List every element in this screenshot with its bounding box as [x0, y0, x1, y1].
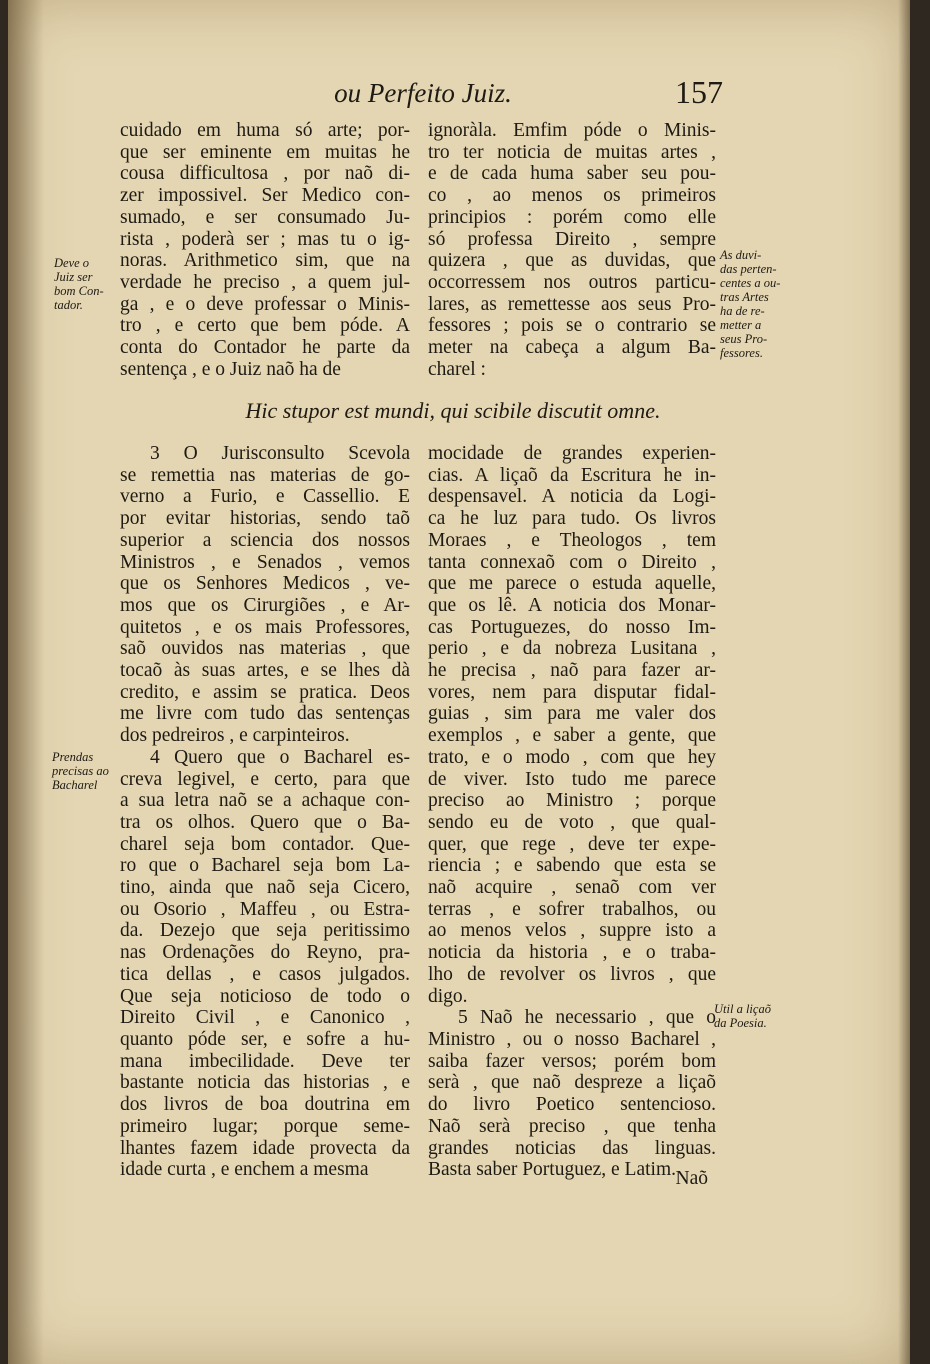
text-line: Ministro , ou o nosso Bacharel , — [428, 1028, 716, 1050]
text-line: lares, as remettesse aos seus Pro- — [428, 293, 716, 315]
text-line: Direito Civil , e Canonico , — [120, 1007, 410, 1029]
text-line: ignoràla. Emfim póde o Minis- — [428, 120, 716, 141]
text-line: preciso ao Ministro ; porque — [428, 790, 716, 812]
text-line: quizera , que as duvidas, que — [428, 250, 716, 272]
text-line: cas Portuguezes, do nosso Im- — [428, 616, 716, 638]
text-line: ga , e o deve professar o Minis- — [120, 293, 410, 315]
text-line: dos livros de boa doutrina em — [120, 1094, 410, 1116]
text-line: precisas ao — [52, 764, 109, 778]
text-line: 4 Quero que o Bacharel es- — [150, 746, 410, 768]
text-line: Juiz ser — [54, 270, 93, 284]
text-line: idade curta , e enchem a mesma — [120, 1159, 369, 1181]
text-line: exemplos , e saber a gente, que — [428, 725, 716, 747]
text-line: saiba fazer versos; porém bom — [428, 1050, 716, 1072]
text-line: he precisa , naõ para fazer ar- — [428, 660, 716, 682]
text-line: occorressem nos outros particu- — [428, 271, 716, 293]
text-line: meter na cabeça a algum Ba- — [428, 337, 716, 359]
text-line: naõ acquire , senaõ com ver — [428, 877, 716, 899]
text-line: das perten- — [720, 262, 777, 276]
text-line: fessores ; pois se o contrario se — [428, 315, 716, 337]
text-line: digo. — [428, 985, 468, 1007]
book-page — [8, 0, 910, 1364]
text-line: mos que os Cirurgiões , e Ar- — [120, 594, 410, 616]
text-line: As duvi- — [720, 248, 762, 262]
text-line: Bacharel — [52, 778, 98, 792]
text-line: mana imbecilidade. Deve ter — [120, 1050, 410, 1072]
page-number: 157 — [675, 74, 723, 110]
text-line: tocaõ às suas artes, e se lhes dà — [120, 660, 410, 682]
text-line: verdade he preciso , a quem jul- — [120, 271, 410, 293]
text-line: 3 O Jurisconsulto Scevola — [150, 443, 410, 464]
text-line: cias. A liçaõ da Escritura he in- — [428, 464, 716, 486]
text-line: cuidado em huma só arte; por- — [120, 120, 410, 141]
text-line: centes a ou- — [720, 276, 781, 290]
text-line: rista , poderà ser ; mas tu o ig- — [120, 228, 410, 250]
text-line: credito, e assim se pratica. Deos — [120, 681, 410, 703]
text-line: quitetos , e os mais Professores, — [120, 616, 410, 638]
text-line: tras Artes — [720, 290, 769, 304]
text-line: Naõ serà preciso , que tenha — [428, 1115, 716, 1137]
text-line: fessores. — [720, 346, 763, 360]
text-line: perio , e da nobreza Lusitana , — [428, 638, 716, 660]
page-gutter-shadow — [8, 0, 44, 1364]
text-line: Basta saber Portuguez, e Latim. — [428, 1159, 677, 1181]
text-line: do livro Poetico sentencioso. — [428, 1094, 716, 1116]
margin-note-as-duvidas — [720, 248, 782, 360]
text-line: noras. Arithmetico sim, que na — [120, 250, 410, 272]
text-line: Util a liçaõ — [714, 1002, 771, 1016]
text-column-top-right — [428, 120, 716, 380]
text-line: a sua letra naõ se a achaque con- — [120, 790, 410, 812]
text-line: tica dellas , e casos julgados. — [120, 963, 410, 985]
text-line: tino, ainda que naõ seja Cicero, — [120, 877, 410, 899]
text-line: creva legivel, e certo, para que — [120, 768, 410, 790]
text-line: Que seja noticioso de todo o — [120, 985, 410, 1007]
text-line: zer impossivel. Ser Medico con- — [120, 185, 410, 207]
text-line: sumado, e ser consumado Ju- — [120, 206, 410, 228]
text-line: por evitar historias, sendo taõ — [120, 508, 410, 530]
text-column-bottom-right — [428, 443, 716, 1181]
text-column-top-left — [120, 120, 410, 380]
text-line: bom Con- — [54, 284, 104, 298]
text-line: e de cada huma saber seu pou- — [428, 163, 716, 185]
text-line: Deve o — [54, 256, 90, 270]
text-line: que os Senhores Medicos , ve- — [120, 573, 410, 595]
text-line: charel : — [428, 358, 486, 380]
latin-verse: Hic stupor est mundi, qui scibile discutit omne. — [245, 398, 661, 423]
text-line: Prendas — [52, 750, 94, 764]
text-line: principios : porém como elle — [428, 206, 716, 228]
text-line: quer, que rege , deve ter expe- — [428, 833, 716, 855]
text-line: ha de re- — [720, 304, 765, 318]
catchword: Naõ — [675, 1168, 708, 1189]
text-line: lho de revolver os livros , que — [428, 963, 716, 985]
text-line: guias , sim para me valer dos — [428, 703, 716, 725]
text-line: tador. — [54, 298, 83, 312]
text-line: saõ ouvidos nas materias , que — [120, 638, 410, 660]
text-line: dos pedreiros , e carpinteiros. — [120, 725, 350, 747]
page-edge-shadow — [898, 0, 910, 1364]
text-line: da Poesia. — [714, 1016, 767, 1030]
text-line: bastante noticia das historias , e — [120, 1072, 410, 1094]
text-line: tro , e certo que bem póde. A — [120, 315, 410, 337]
text-line: só professa Direito , sempre — [428, 228, 716, 250]
text-line: superior a sciencia dos nossos — [120, 529, 410, 551]
text-line: verno a Furio, e Cassellio. E — [120, 486, 410, 508]
text-line: grandes noticias das linguas. — [428, 1137, 716, 1159]
text-line: quanto póde ser, e sofre a hu- — [120, 1028, 410, 1050]
text-line: conta do Contador he parte da — [120, 337, 410, 359]
text-line: cousa difficultosa , por naõ di- — [120, 163, 410, 185]
text-line: me livre com tudo das sentenças — [120, 703, 410, 725]
text-line: ou Osorio , Maffeu , ou Estra- — [120, 898, 410, 920]
text-line: metter a — [720, 318, 762, 332]
text-line: co , ao menos os primeiros — [428, 185, 716, 207]
margin-note-prendas — [52, 750, 118, 792]
text-line: primeiro lugar; porque seme- — [120, 1115, 410, 1137]
text-line: Ministros , e Senados , vemos — [120, 551, 410, 573]
text-line: ao menos velos , suppre isto a — [428, 920, 716, 942]
text-line: se remettia nas materias de go- — [120, 464, 410, 486]
text-line: que os lê. A noticia dos Monar- — [428, 594, 716, 616]
text-line: que ser eminente em muitas he — [120, 141, 410, 163]
text-line: tanta connexaõ com o Direito , — [428, 551, 716, 573]
text-column-bottom-left — [120, 443, 410, 1181]
text-line: de viver. Isto tudo me parece — [428, 768, 716, 790]
text-line: Moraes , e Theologos , tem — [428, 529, 716, 551]
text-line: terras , e sofrer trabalhos, ou — [428, 898, 716, 920]
text-line: 5 Naõ he necessario , que o — [458, 1007, 716, 1029]
text-line: sentença , e o Juiz naõ ha de — [120, 358, 341, 380]
text-line: charel seja bom contador. Que- — [120, 833, 410, 855]
text-line: trato, e o modo , com que hey — [428, 746, 716, 768]
text-line: despensavel. A noticia da Logi- — [428, 486, 716, 508]
text-line: sendo eu de voto , que qual- — [428, 811, 716, 833]
running-title: ou Perfeito Juiz. — [334, 78, 512, 108]
text-line: nas Ordenações do Reyno, pra- — [120, 942, 410, 964]
text-line: seus Pro- — [720, 332, 768, 346]
text-line: mocidade de grandes experien- — [428, 443, 716, 464]
text-line: serà , que naõ despreze a liçaõ — [428, 1072, 716, 1094]
margin-note-utilidade — [714, 1002, 784, 1030]
text-line: vores, nem para disputar fidal- — [428, 681, 716, 703]
text-line: ro que o Bacharel seja bom La- — [120, 855, 410, 877]
text-line: da. Dezejo que seja peritissimo — [120, 920, 410, 942]
margin-note-deve-o-juiz — [54, 256, 120, 312]
text-line: ca he luz para tudo. Os livros — [428, 508, 716, 530]
text-line: que me parece o estuda aquelle, — [428, 573, 716, 595]
text-line: riencia ; e sabendo que esta se — [428, 855, 716, 877]
text-line: lhantes fazem idade provecta da — [120, 1137, 410, 1159]
text-line: noticia da historia , e o traba- — [428, 942, 716, 964]
text-line: tro ter noticia de muitas artes , — [428, 141, 716, 163]
text-line: tra os olhos. Quero que o Ba- — [120, 811, 410, 833]
